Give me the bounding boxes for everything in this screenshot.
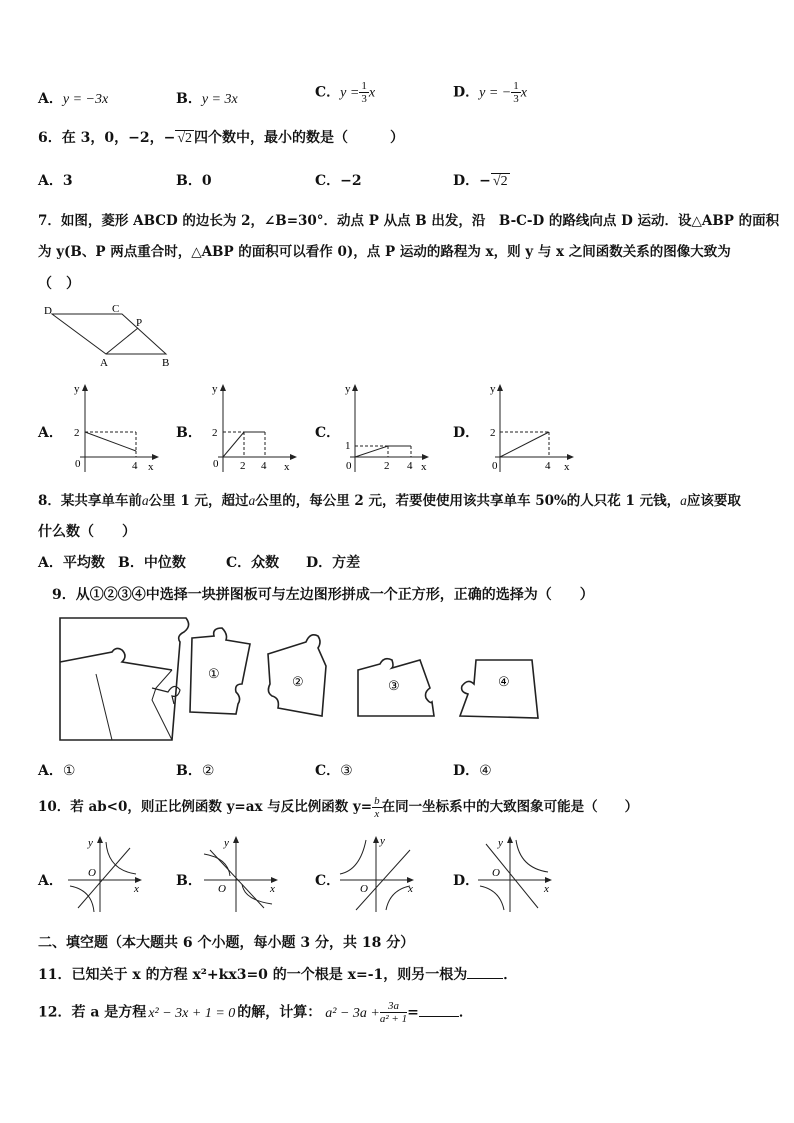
option-expr: x — [520, 85, 527, 101]
q9-option-c — [315, 760, 353, 780]
label-c: C — [112, 303, 120, 315]
stem-text: ． — [458, 1004, 473, 1021]
variable: a — [680, 493, 687, 508]
axis-y: y — [224, 837, 229, 849]
denominator: 3 — [513, 93, 519, 105]
stem-text: 的解，计算： — [237, 1004, 322, 1021]
stem-text: 应该要取 — [686, 493, 741, 509]
tick: 2 — [74, 427, 80, 439]
tick: 2 — [384, 460, 390, 472]
piece-4-label: ④ — [498, 674, 510, 689]
q10-graph-b — [202, 834, 282, 914]
numerator: 1 — [513, 80, 519, 92]
axis-y: y — [490, 383, 496, 395]
q8-option-c: C．众数 — [226, 555, 280, 571]
option-text: − — [479, 173, 491, 189]
q7-line3: （ ） — [38, 276, 80, 292]
denominator: a² + 1 — [379, 1013, 408, 1025]
axis-y: y — [380, 835, 385, 847]
expression: a² − 3a + — [325, 1005, 380, 1021]
origin: O — [492, 867, 500, 879]
tick: 4 — [261, 460, 267, 472]
equation: x² − 3x + 1 = 0 — [148, 1005, 236, 1021]
origin: O — [88, 867, 96, 879]
section-heading: 二、填空题（本大题共 6 个小题，每小题 3 分，共 18 分） — [38, 935, 415, 951]
q10-graph-b-label: B． — [176, 873, 202, 889]
origin: O — [360, 883, 368, 895]
stem-text: 8．某共享单车前 — [38, 493, 142, 509]
axis-x: x — [134, 883, 139, 895]
fraction — [511, 80, 521, 105]
q7-graph-b — [208, 382, 303, 477]
option-label: A． — [38, 763, 63, 779]
q7-graph-d-label: D． — [453, 425, 480, 441]
sqrt-sign: √2 — [492, 174, 508, 189]
tick: 2 — [490, 427, 496, 439]
stem-text: 公里的，每公里 2 元，若要使使用该共享单车 50%的人只花 1 元钱， — [255, 493, 681, 509]
q12-stem — [38, 1000, 473, 1025]
label-b: B — [162, 357, 170, 369]
q8-line2: 什么数（ ） — [38, 524, 136, 540]
q5-option-b — [176, 88, 238, 108]
answer-blank[interactable] — [419, 1004, 459, 1017]
q10-graph-c — [338, 834, 418, 914]
stem-text: 四个数中，最小的数是（ — [194, 130, 348, 146]
stem-text: = — [407, 1004, 419, 1021]
tick: 4 — [407, 460, 413, 472]
piece-2-label: ② — [292, 674, 304, 689]
sqrt-sign: √2 — [177, 131, 192, 146]
axis-y: y — [88, 837, 93, 849]
option-label: D． — [453, 84, 480, 101]
q6-option-a — [38, 170, 73, 190]
numerator: 1 — [361, 80, 367, 92]
stem-text: 11．已知关于 x 的方程 x²+kx3=0 的一个根是 x=-1，则另一根为 — [38, 967, 468, 983]
axis-x: x — [544, 883, 549, 895]
option-expr: y = 3x — [201, 92, 238, 107]
option-text: ③ — [340, 763, 353, 779]
axis-x: x — [284, 461, 290, 473]
option-expr: y = — [340, 85, 360, 101]
q7-graph-b-label: B． — [176, 425, 202, 441]
tick: 4 — [132, 460, 138, 472]
option-expr: x — [368, 85, 376, 101]
option-label: B． — [176, 91, 202, 107]
q5-option-d — [453, 80, 527, 105]
axis-y: y — [345, 383, 351, 395]
axis-x: x — [421, 461, 427, 473]
option-label: C． — [315, 173, 341, 189]
axis-x: x — [148, 461, 154, 473]
denominator: x — [374, 808, 380, 820]
q9-option-b — [176, 760, 214, 780]
fraction — [372, 795, 382, 820]
origin: 0 — [346, 460, 352, 472]
radicand: 2 — [500, 174, 508, 189]
q10-graph-a-label: A． — [38, 873, 63, 889]
q10-stem — [38, 795, 638, 820]
q7-graph-d — [486, 382, 581, 477]
stem-text: 在同一坐标系中的大致图象可能是（ ） — [381, 799, 639, 815]
option-text: ① — [62, 763, 76, 779]
origin: 0 — [75, 458, 81, 470]
numerator: 3a — [380, 1000, 407, 1013]
option-label: B． — [176, 763, 202, 779]
q5-option-a — [38, 88, 108, 108]
q8-option-d: D．方差 — [306, 555, 361, 571]
denominator: 3 — [361, 93, 367, 105]
option-text: 3 — [62, 173, 73, 189]
piece-3-label: ③ — [388, 678, 400, 693]
piece-1-label: ① — [208, 666, 220, 681]
axis-y: y — [212, 383, 218, 395]
variable: a — [141, 493, 149, 508]
q6-stem — [38, 127, 404, 147]
option-text: 0 — [201, 173, 212, 189]
label-d: D — [44, 305, 52, 317]
option-label: B． — [176, 173, 202, 189]
q7-graph-a — [70, 382, 165, 477]
q5-option-c — [315, 80, 375, 105]
radicand: 2 — [185, 131, 192, 146]
origin: O — [218, 883, 226, 895]
tick: 2 — [240, 460, 246, 472]
tick: 1 — [345, 440, 351, 452]
q9-option-a — [38, 760, 75, 780]
q10-graph-c-label: C． — [315, 873, 341, 889]
q6-option-c — [315, 170, 362, 190]
option-expr: y = −3x — [62, 92, 109, 107]
q7-line1: 7．如图，菱形 ABCD 的边长为 2，∠B=30°．动点 P 从点 B 出发，沿 B-C-D 的路线向点 D 运动．设△ABP 的面积 — [38, 213, 780, 229]
option-label: A． — [38, 173, 63, 189]
tick: 2 — [212, 427, 218, 439]
q7-graph-c — [343, 382, 438, 477]
axis-y: y — [74, 383, 80, 395]
label-p: P — [136, 317, 143, 329]
origin: 0 — [492, 460, 498, 472]
q6-option-d — [453, 170, 510, 190]
q8-line1 — [38, 489, 741, 509]
stem-text: ） — [390, 130, 404, 146]
option-text: −2 — [340, 173, 362, 189]
option-label: C． — [315, 84, 341, 101]
axis-x: x — [270, 883, 275, 895]
option-label: D． — [453, 173, 480, 189]
option-expr: y = − — [479, 85, 512, 101]
q6-option-b — [176, 170, 212, 190]
stem-text: 12．若 a 是方程 — [38, 1004, 147, 1021]
fraction — [359, 80, 369, 105]
q7-graph-a-label: A． — [38, 425, 63, 441]
option-label: C． — [315, 763, 341, 779]
axis-y: y — [498, 837, 503, 849]
answer-blank[interactable] — [467, 966, 503, 979]
q10-graph-d — [476, 834, 556, 914]
fraction — [380, 1000, 407, 1025]
stem-text: 6．在 3，0，−2，− — [38, 130, 176, 146]
numerator: b — [374, 795, 380, 807]
option-text: ④ — [479, 763, 492, 779]
q11-stem — [38, 964, 517, 984]
axis-x: x — [408, 883, 413, 895]
option-text: ② — [201, 763, 215, 779]
option-label: D． — [453, 763, 480, 779]
tick: 4 — [545, 460, 551, 472]
label-a: A — [100, 357, 108, 369]
q9-option-d — [453, 760, 492, 780]
variable: a — [248, 493, 256, 508]
q8-option-b: B．中位数 — [118, 555, 186, 571]
q7-graph-c-label: C． — [315, 425, 341, 441]
q8-option-a: A．平均数 — [38, 555, 105, 571]
q9-puzzle-figure — [56, 612, 546, 747]
rhombus-figure — [40, 300, 180, 370]
stem-text: ． — [503, 967, 518, 983]
origin: 0 — [213, 458, 219, 470]
q7-line2: 为 y(B、P 两点重合时，△ABP 的面积可以看作 0)，点 P 运动的路程为 x，则 y 与 x 之间函数关系的图像大致为 — [38, 244, 731, 260]
q10-graph-d-label: D． — [453, 873, 480, 889]
stem-text: 10．若 ab<0，则正比例函数 y=ax 与反比例函数 y= — [38, 799, 373, 815]
axis-x: x — [564, 461, 570, 473]
q9-stem: 9．从①②③④中选择一块拼图板可与左边图形拼成一个正方形，正确的选择为（ ） — [52, 587, 594, 603]
q10-graph-a — [66, 834, 146, 914]
stem-text: 公里 1 元，超过 — [148, 493, 249, 509]
option-label: A． — [38, 91, 63, 107]
